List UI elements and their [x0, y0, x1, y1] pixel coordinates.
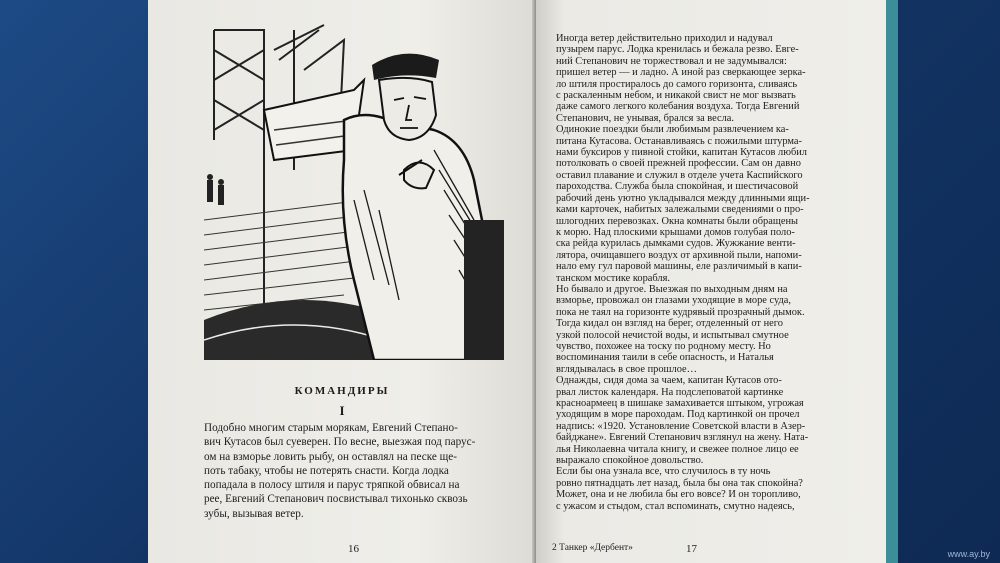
text-line: рее, Евгений Степанович посвистывал тихонько сквозь	[204, 493, 468, 506]
text-line: рвал листок календаря. На подслеповатой картинке	[556, 386, 784, 398]
text-line: нами буксиров у пивной стойки, капитан Кутасов любил	[556, 147, 807, 159]
text-line: с ужасом и стыдом, стал вспоминать, смутно надеясь,	[556, 500, 795, 512]
text-line: попадала в полосу штиля и парус тряпкой обвисал на	[204, 479, 460, 492]
sailor-illustration	[204, 20, 504, 360]
text-line: оставил плавание и служил в отделе учета Каспийского	[556, 169, 803, 181]
text-line: Но бывало и другое. Выезжая по выходным дням на	[556, 283, 788, 295]
book-cover-edge	[886, 0, 898, 563]
left-page	[148, 0, 536, 563]
text-line: воспоминания таили в себе опасность, и Наталья	[556, 352, 774, 364]
text-line: пузырем парус. Лодка кренилась и бежала резво. Евге-	[556, 44, 799, 56]
right-page-text	[556, 33, 874, 512]
text-line: Тогда кидал он взгляд на берег, отделенный от него	[556, 318, 783, 330]
text-line: зубы, вызывая ветер.	[204, 507, 304, 520]
text-line: даже самого легкого колебания воздуха. Тогда Евгений	[556, 101, 800, 113]
watermark: www.ay.by	[947, 549, 990, 559]
text-line: с раскаленным небом, и никакой свист не мог вызвать	[556, 90, 796, 102]
text-line: выражало спокойное довольство.	[556, 455, 704, 467]
left-page-number: 16	[348, 543, 359, 555]
right-page-number: 17	[686, 543, 697, 555]
text-line: танском мостике корабля.	[556, 272, 670, 284]
text-line: чувство, похожее на тоску по родному месту. Но	[556, 340, 771, 352]
text-line: Однажды, сидя дома за чаем, капитан Кутасов ото-	[556, 375, 782, 387]
text-line: пароходства. Служба была спокойная, и шестичасовой	[556, 181, 799, 193]
section-number: I	[339, 403, 345, 418]
text-line: нало ему гул паровой машины, еле различимый в капи-	[556, 261, 802, 273]
text-line: Одинокие поездки были любимым развлечением ка-	[556, 124, 789, 136]
text-line: ровно пятнадцать лет назад, была бы она так спокойна?	[556, 477, 803, 489]
text-line: пришел ветер — и ладно. А иной раз сверкающее зерка-	[556, 67, 806, 79]
text-line: взморье, провожал он глазами уходящие в море суда,	[556, 295, 792, 307]
text-line: красноармеец в шишаке замахивается штыком, угрожая	[556, 398, 804, 409]
text-line: рабочий день уютно укладывался между длинными ящи-	[556, 192, 810, 204]
text-line: поть табаку, чтобы не потерять снасти. Когда лодка	[204, 464, 449, 477]
text-line: надпись: «1920. Установление Советской власти в Азер-	[556, 420, 806, 432]
right-page	[536, 0, 886, 563]
text-line: Иногда ветер действительно приходил и надувал	[556, 33, 773, 44]
text-line: ска рейда курилась дымками судов. Жужжание венти-	[556, 238, 796, 250]
text-line: Если бы она узнала все, что случилось в ту ночь	[556, 466, 771, 478]
text-line: вглядывалась в свое прошлое…	[556, 363, 698, 375]
text-line: питана Кутасова. Останавливаясь с пожилыми штурма-	[556, 135, 802, 147]
text-line: лятора, очищавшего воздух от архивной пыли, напоми-	[556, 249, 802, 261]
text-line: Степанович, не унывая, брался за весла.	[556, 112, 735, 124]
text-line: ками карточек, набитых залежалыми сведениями о про-	[556, 204, 804, 216]
text-line: Подобно многим старым морякам, Евгений Степано-	[204, 422, 458, 434]
text-line: ний Степанович не торжествовал и не задумывался:	[556, 55, 787, 67]
text-line: лья Николаевна читала книгу, и свежее полное лицо ее	[556, 443, 799, 455]
text-line: шлогодних перевозках. Окна комнаты были обращены	[556, 215, 798, 227]
text-line: ло штиля простиралось до самого горизонта, сливаясь	[556, 78, 798, 90]
text-line: Может, она и не любила бы его вовсе? И он торопливо,	[556, 489, 801, 501]
text-line: уходящим в море пароходам. Под картинкой он прочел	[556, 409, 800, 421]
text-line: байджане». Евгений Степанович взглянул на жену. Ната-	[556, 432, 809, 444]
text-line: узкой полосой нечистой воды, и испытывал смутное	[556, 329, 789, 341]
chapter-title: КОМАНДИРЫ	[294, 385, 390, 397]
text-line: потолковать о своей прежней профессии. Сам он давно	[556, 158, 801, 170]
text-line: к морю. Над плоскими крышами домов голубая поло-	[556, 226, 795, 238]
text-line: ом на взморье ловить рыбу, он оставлял на песке ще-	[204, 450, 457, 463]
text-line: пока не таял на горизонте кудрявый прозрачный дымок.	[556, 306, 805, 318]
open-book	[148, 0, 888, 563]
left-page-text	[204, 421, 504, 521]
text-line: вич Кутасов был суеверен. По весне, выезжая под парус-	[204, 436, 476, 449]
page-footer: 2 Танкер «Дербент»	[552, 543, 633, 553]
